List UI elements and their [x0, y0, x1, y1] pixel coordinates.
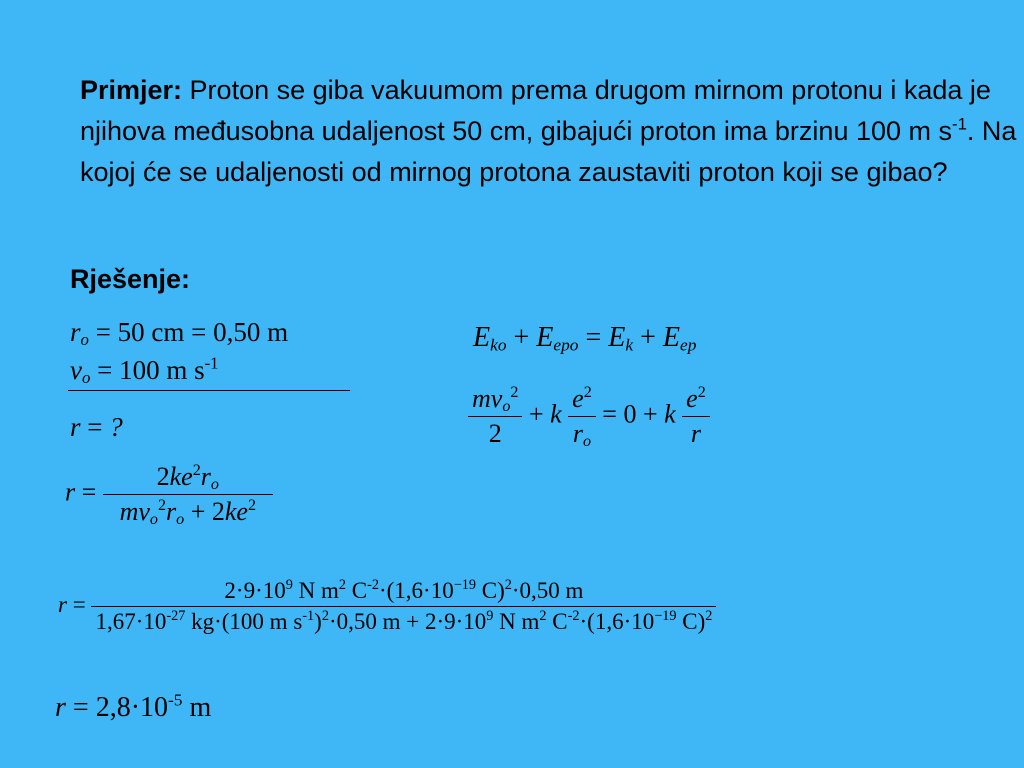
den-exp2: 2: [539, 608, 547, 625]
den-close: ): [314, 609, 322, 634]
problem-label: Primjer:: [80, 75, 183, 105]
den-exp9: 9: [486, 608, 494, 625]
unknown-mark: ?: [109, 412, 123, 442]
result-unit: m: [189, 692, 212, 723]
num-charge-end: C): [481, 578, 505, 603]
final-result: $r = 2,8\cdot 10^{-5}$ m: [55, 690, 212, 723]
given-r0-converted: = 0,50 m: [191, 317, 289, 347]
energy-equation: $E_{ko} + E_{epo} = E_k + E_{ep}$: [473, 322, 697, 355]
given-r0-value: 50 cm: [117, 317, 185, 347]
formula-r-fraction: $\frac{2ke^2r_o}{mv_o^2r_o + 2ke^2}$: [103, 462, 273, 527]
numeric-denominator: [91, 606, 716, 635]
given-r0: $r_o = 50$ cm = 0,50 m: [70, 317, 289, 350]
num-sq: 2: [504, 577, 512, 594]
num-tail: ·0,50 m: [511, 578, 584, 603]
numeric-numerator: [91, 578, 716, 606]
den-charge-end: C): [682, 609, 706, 634]
sub-ep: ep: [680, 335, 697, 355]
potential-final-fraction: $\frac{e^2}{r}$: [682, 384, 710, 449]
problem-text-part1: Proton se giba vakuumom prema drugom mirnom protonu i kada je njihova međusobna udaljenost 50 cm, gibajući proton ima brzinu 100 m s: [80, 75, 991, 146]
den-mid: ·0,50 m + 2·9·10: [328, 609, 487, 634]
result-exponent: -5: [168, 690, 183, 710]
den-Cexp: -2: [567, 608, 580, 625]
numeric-substitution: r = $2\cdot 9\cdot 10^9$ N $m^2$ $C^{-2}\cdot(1,6\cdot 10^{-19}$ C)$^2$·0,50 m $1,67\cdot 10^{-27}$ kg·(100 m $s^{-1})^2\cdot 0,50$ $m + 2\cdot 9\cdot 10^9$ N $m^2$ $C^{-2}\cdot(1,6\cdot 10^{-19}$ C)$^2$: [58, 578, 716, 635]
num-part-a: 2·9·10: [224, 578, 286, 603]
den-units: N m: [499, 609, 540, 634]
given-v0-exponent: -1: [204, 353, 219, 373]
unknown-r: r = ?: [70, 412, 123, 442]
problem-text-part2: . Na kojoj će se udaljenosti od mirnog protona zaustaviti proton koji se gibao?: [80, 116, 1017, 187]
den-kg: kg·(100 m s: [191, 609, 303, 634]
den-mass: 1,67·10: [95, 609, 167, 634]
problem-exponent: -1: [952, 114, 967, 134]
num-Cexp: -2: [367, 577, 379, 594]
sub-epo: epo: [553, 335, 579, 355]
numeric-fraction: [91, 578, 716, 635]
den-C: C: [552, 609, 568, 634]
solution-label: Rješenje:: [70, 264, 191, 294]
potential-initial-fraction: $\frac{e^2}{r_o}$: [568, 384, 596, 449]
den-sq2: 2: [705, 608, 713, 625]
num-C: C: [351, 578, 368, 603]
given-v0-value: 100 m s: [119, 355, 205, 385]
den-chargeexp: −19: [654, 608, 677, 625]
num-units: N m: [298, 578, 339, 603]
num-exp2: 2: [338, 577, 346, 594]
sub-ko: ko: [490, 335, 507, 355]
num-chargeexp: −19: [453, 577, 476, 594]
num-charge: ·(1,6·10: [378, 578, 454, 603]
expanded-energy-equation: $\frac{mv_o^2}{2}$ + k $\frac{e^2}{r_o}$ = 0 + k $\frac{e^2}{r}$: [468, 384, 710, 449]
result-value: 2,8·10: [95, 692, 169, 723]
den-massexp: -27: [166, 608, 186, 625]
den-sq: 2: [321, 608, 329, 625]
den-charge: ·(1,6·10: [579, 609, 655, 634]
num-exp9: 9: [285, 577, 293, 594]
sub-k: k: [625, 335, 634, 355]
given-v0: $v_o = 100$ m $s^{-1}$: [70, 353, 219, 388]
kinetic-fraction: $\frac{mv_o^2}{2}$: [468, 384, 522, 449]
formula-r: r = $\frac{2ke^2r_o}{mv_o^2r_o + 2ke^2}$: [65, 462, 273, 527]
den-sexp: -1: [302, 608, 315, 625]
problem-statement: [80, 70, 1020, 193]
given-divider: [68, 390, 350, 391]
